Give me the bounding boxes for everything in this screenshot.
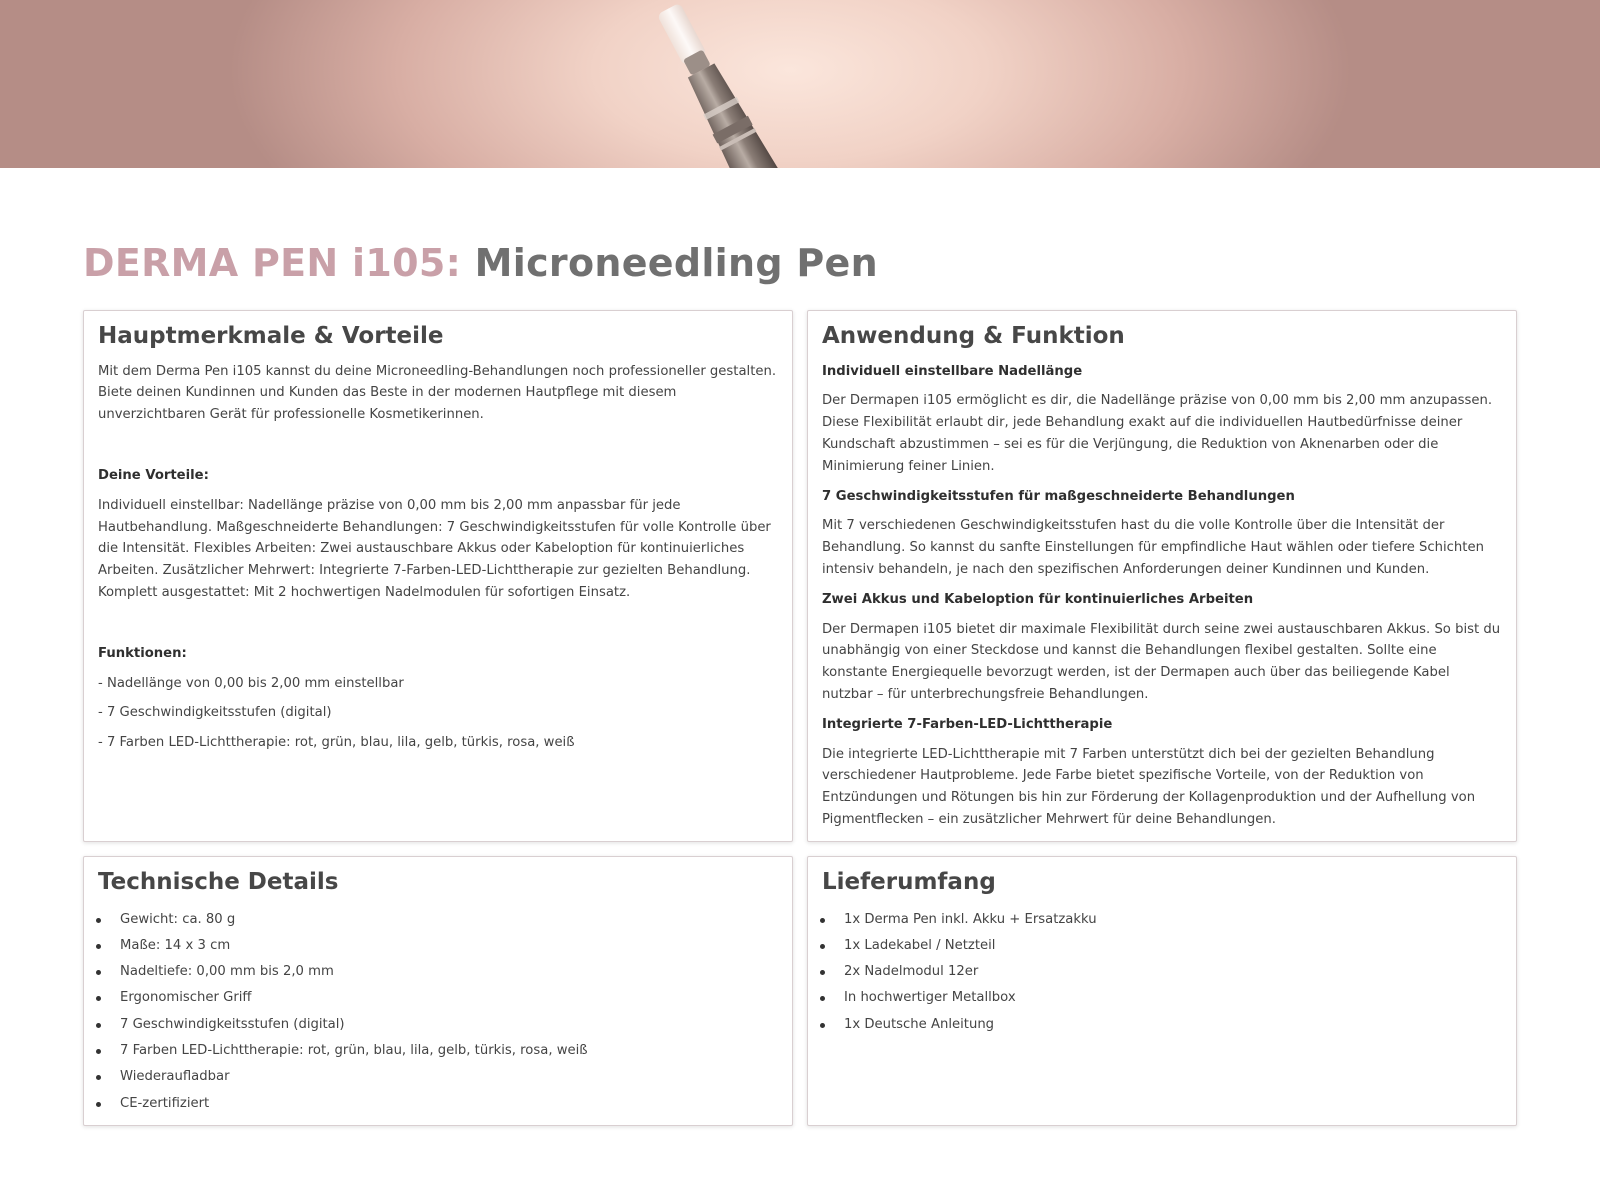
usage-section-title: Individuell einstellbare Nadellänge	[822, 363, 1083, 379]
hero-banner	[0, 0, 1600, 168]
list-item: 2x Nadelmodul 12er	[822, 959, 1503, 985]
usage-section-title: Integrierte 7-Farben-LED-Lichttherapie	[822, 716, 1113, 732]
list-item: In hochwertiger Metallbox	[822, 985, 1503, 1011]
list-item: 1x Ladekabel / Netzteil	[822, 933, 1503, 959]
list-item: CE-zertifiziert	[98, 1091, 779, 1117]
benefits-heading: Deine Vorteile:	[98, 467, 209, 483]
page-title-accent: DERMA PEN i105:	[83, 241, 462, 285]
page-title	[83, 241, 878, 285]
list-item: 1x Derma Pen inkl. Akku + Ersatzakku	[822, 907, 1503, 933]
page-title-main: Microneedling Pen	[461, 241, 878, 285]
tech-list	[98, 907, 779, 1117]
usage-section-text: Der Dermapen i105 bietet dir maximale Flexibilität durch seine zwei austauschbaren Akkus. So bist du unabhängig von einer Steckdose und kannst die Behandlungen flexibel gestalten. Sollte eine konstante Energiequelle bevorzugt werden, ist der Dermapen auch über das beiliegende Kabel nutzbar – für unterbrechungsfreie Behandlungen.	[822, 621, 1501, 702]
tech-heading: Technische Details	[98, 869, 339, 895]
list-item: Gewicht: ca. 80 g	[98, 907, 779, 933]
list-item: 7 Farben LED-Lichttherapie: rot, grün, blau, lila, gelb, türkis, rosa, weiß	[98, 1038, 779, 1064]
usage-section-text: Die integrierte LED-Lichttherapie mit 7 Farben unterstützt dich bei der gezielten Behandlung verschiedener Hautprobleme. Jede Farbe bietet spezifische Vorteile, von der Reduktion von Entzündungen und Rötungen bis hin zur Förderung der Kollagenproduktion und der Aufhellung von Pigmentflecken – ein zusätzlicher Mehrwert für deine Behandlungen.	[822, 746, 1476, 827]
list-item: Maße: 14 x 3 cm	[98, 933, 779, 959]
features-heading: Hauptmerkmale & Vorteile	[98, 323, 444, 349]
list-item: Nadeltiefe: 0,00 mm bis 2,0 mm	[98, 959, 779, 985]
list-item: 7 Geschwindigkeitsstufen (digital)	[98, 1012, 779, 1038]
usage-card	[807, 310, 1517, 842]
features-card	[83, 310, 793, 842]
delivery-list	[822, 907, 1503, 1038]
function-item: - 7 Geschwindigkeitsstufen (digital)	[98, 705, 332, 721]
delivery-card	[807, 856, 1517, 1126]
tech-card	[83, 856, 793, 1126]
usage-heading: Anwendung & Funktion	[822, 323, 1125, 349]
list-item: Wiederaufladbar	[98, 1064, 779, 1090]
usage-section-text: Mit 7 verschiedenen Geschwindigkeitsstufen hast du die volle Kontrolle über die Intensität der Behandlung. So kannst du sanfte Einstellungen für empfindliche Haut wählen oder tiefere Schichten intensiv behandeln, je nach den spezifischen Anforderungen deiner Kundinnen und Kunden.	[822, 518, 1484, 577]
delivery-heading: Lieferumfang	[822, 869, 996, 895]
list-item: 1x Deutsche Anleitung	[822, 1012, 1503, 1038]
features-intro: Mit dem Derma Pen i105 kannst du deine Microneedling-Behandlungen noch professioneller gestalten. Biete deinen Kundinnen und Kunden das Beste in der modernen Hautpflege mit diesem unverzichtbaren Gerät für professionelle Kosmetikerinnen.	[98, 363, 777, 423]
usage-section-title: Zwei Akkus und Kabeloption für kontinuierliches Arbeiten	[822, 591, 1254, 607]
usage-section-text: Der Dermapen i105 ermöglicht es dir, die Nadellänge präzise von 0,00 mm bis 2,00 mm anzupassen. Diese Flexibilität erlaubt dir, jede Behandlung exakt auf die individuellen Hautbedürfnisse deiner Kundschaft abzustimmen – sei es für die Verjüngung, die Reduktion von Aknenarben oder die Minimierung feiner Linien.	[822, 393, 1493, 474]
functions-heading: Funktionen:	[98, 645, 187, 661]
benefits-text: Individuell einstellbar: Nadellänge präzise von 0,00 mm bis 2,00 mm anpassbar für jede Hautbehandlung. Maßgeschneiderte Behandlungen: 7 Geschwindigkeitsstufen für volle Kontrolle über die Intensität. Flexibles Arbeiten: Zwei austauschbare Akkus oder Kabeloption für kontinuierliches Arbeiten. Zusätzlicher Mehrwert: Integrierte 7-Farben-LED-Lichttherapie zur gezielten Behandlung. Komplett ausgestattet: Mit 2 hochwertigen Nadelmodulen für sofortigen Einsatz.	[98, 497, 771, 600]
function-item: - Nadellänge von 0,00 bis 2,00 mm einstellbar	[98, 675, 404, 691]
list-item: Ergonomischer Griff	[98, 985, 779, 1011]
function-item: - 7 Farben LED-Lichttherapie: rot, grün, blau, lila, gelb, türkis, rosa, weiß	[98, 735, 575, 751]
microneedling-pen-image	[640, 0, 790, 168]
usage-section-title: 7 Geschwindigkeitsstufen für maßgeschneiderte Behandlungen	[822, 488, 1295, 504]
